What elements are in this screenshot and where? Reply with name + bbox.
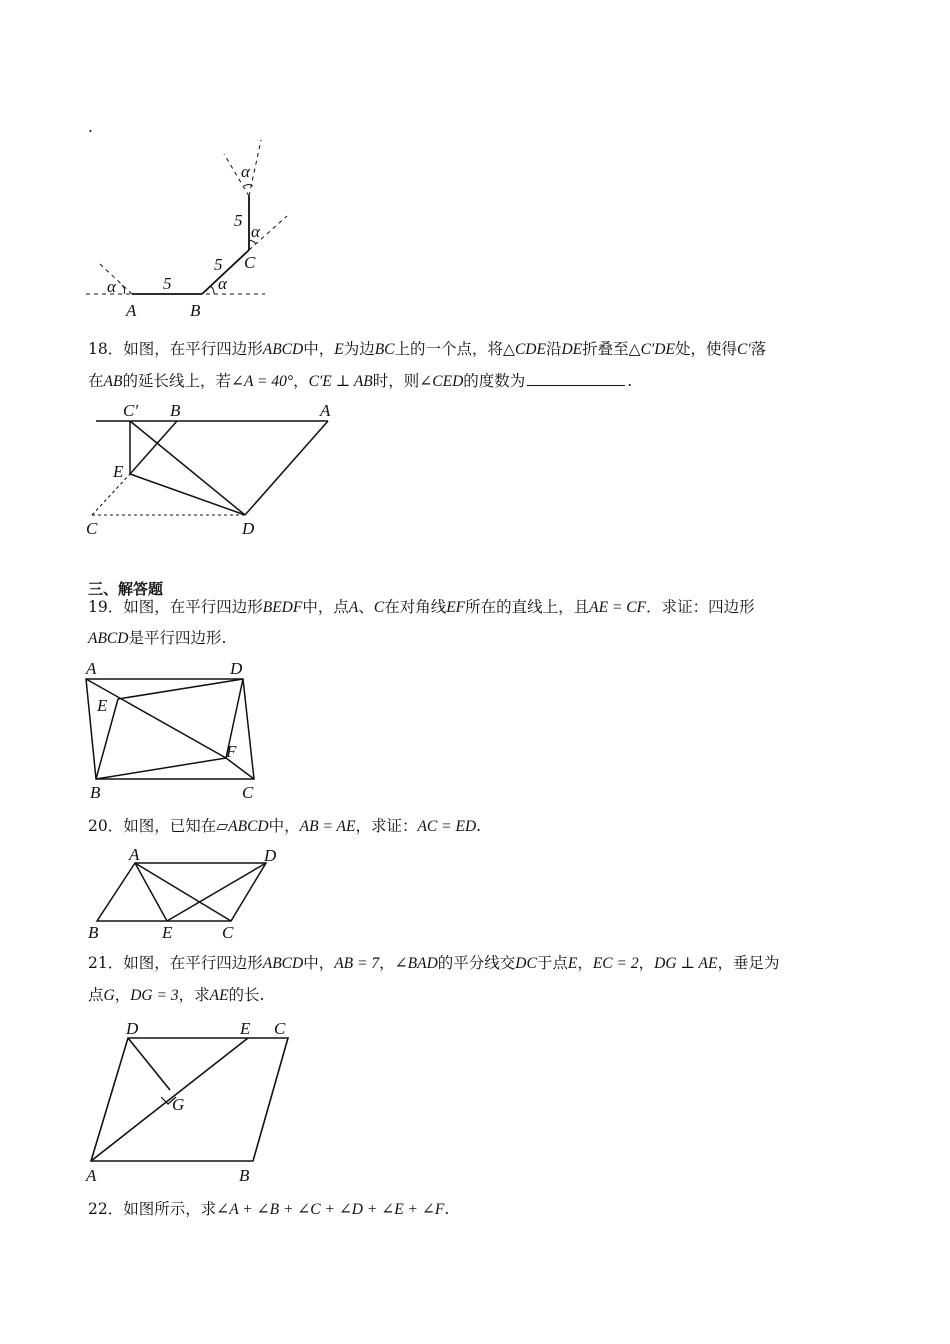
stray-dot: . [88, 118, 93, 136]
label-5-cup: 5 [234, 211, 243, 230]
q19-ef: EF [446, 599, 466, 616]
q18-l2-t3: ， [293, 372, 309, 390]
q19-t2: 、 [358, 598, 374, 616]
q21-abcd: ABCD [262, 955, 304, 972]
q19-c: C [373, 599, 385, 616]
q19-t4: 所在的直线上，且 [465, 598, 590, 616]
q18-ab: AB [103, 373, 123, 390]
q20-eq1: AB = AE [299, 818, 356, 835]
label-a: A [320, 401, 331, 420]
label-5-bc: 5 [214, 255, 223, 274]
q19-l2-t1: 是平行四边形. [128, 629, 227, 647]
q21-l2-t3: ，求 [178, 986, 210, 1004]
perp-d-g [128, 1038, 170, 1090]
q18-t2: 为边 [343, 340, 375, 358]
section-heading: 三、解答题 [88, 580, 164, 598]
q20-number: 20．如图，已知在 [88, 817, 217, 835]
q18-t6: 处，使得 [674, 340, 737, 358]
q21-t6: ， [638, 954, 655, 972]
q20-eq2: AC = ED [417, 818, 477, 835]
label-c: C [244, 253, 256, 272]
q19-bedf: BEDF [262, 599, 303, 616]
q21-number: 21．如图，在平行四边形 [88, 954, 263, 972]
q18-angle-ced: ∠CED [419, 373, 464, 390]
q18-l2-t4: 时，则 [372, 372, 420, 390]
label-b: B [88, 923, 99, 942]
q21-l2-t4: 的长. [228, 986, 265, 1004]
q22-line [88, 1198, 449, 1221]
q19-a: A [348, 599, 359, 616]
label-c: C [242, 783, 254, 802]
q21-l2-t2: ， [114, 986, 131, 1004]
label-e: E [113, 462, 124, 481]
label-e: E [97, 696, 108, 715]
q21-t5: ， [577, 954, 593, 972]
q19-eq: AE = CF [589, 599, 647, 616]
outer-abcd [91, 1038, 288, 1161]
q21-t2: ， [379, 954, 395, 972]
label-alpha-a: α [107, 277, 116, 296]
q18-number: 18．如图，在平行四边形 [88, 340, 263, 358]
q18-end: . [627, 372, 633, 390]
q21-ec: EC = 2 [592, 955, 639, 972]
q20-t3: . [476, 817, 482, 835]
q21-ae: AE [209, 987, 229, 1004]
label-alpha-top: α [241, 162, 250, 181]
q18-abcd: ABCD [262, 341, 304, 358]
label-a: A [86, 1166, 97, 1185]
label-d: D [230, 659, 243, 678]
label-b: B [90, 783, 101, 802]
q18-tri2: △C′DE [628, 341, 675, 358]
label-b: B [190, 301, 201, 320]
q21-dc: DC [515, 955, 537, 972]
q18-l2-t5: 的度数为 [463, 372, 526, 390]
label-d: D [126, 1019, 139, 1038]
label-b: B [170, 401, 181, 420]
label-a: A [86, 659, 97, 678]
q18-bc: BC [374, 341, 395, 358]
label-f: F [226, 742, 237, 761]
q21-g: G [103, 987, 115, 1004]
q18-cp: C′ [736, 341, 751, 358]
q21-dg3: DG = 3 [130, 987, 179, 1004]
label-g: G [172, 1095, 185, 1114]
q21-t4: 于点 [536, 954, 568, 972]
label-b: B [239, 1166, 250, 1185]
label-c: C [222, 923, 234, 942]
label-a: A [126, 301, 137, 320]
q20-t1: 中， [268, 817, 300, 835]
q21-dg: DG ⊥ AE [654, 955, 718, 972]
label-c: C [86, 519, 98, 538]
q18-tri1: △CDE [503, 341, 546, 358]
q21-t3: 的平分线交 [437, 954, 516, 972]
q18-angle-a: ∠A = 40° [230, 373, 294, 390]
q19-t5: ．求证：四边形 [646, 598, 755, 616]
q19-number: 19．如图，在平行四边形 [88, 598, 263, 616]
q22-end: . [444, 1200, 450, 1218]
q21-e: E [567, 955, 578, 972]
q19-t1: 中，点 [302, 598, 349, 616]
q21-bad: ∠BAD [394, 955, 438, 972]
label-alpha-c: α [251, 222, 260, 241]
q21-l2-t1: 点 [88, 986, 104, 1004]
q22-expr: ∠A + ∠B + ∠C + ∠D + ∠E + ∠F [216, 1201, 445, 1218]
label-e: E [240, 1019, 251, 1038]
q19-t3: 在对角线 [384, 598, 447, 616]
q18-t7: 落 [750, 340, 767, 358]
q18-l2-t1: 在 [88, 372, 104, 390]
q22-number: 22．如图所示，求 [88, 1200, 217, 1218]
label-a: A [129, 845, 140, 864]
q20-pg: ▱ABCD [216, 818, 269, 835]
q21-t1: 中， [303, 954, 335, 972]
q18-e: E [334, 341, 344, 358]
label-5-ab: 5 [163, 274, 172, 293]
q19-abcd: ABCD [88, 630, 129, 647]
label-d: D [242, 519, 255, 538]
label-e: E [162, 923, 173, 942]
q18-t4: 沿 [545, 340, 562, 358]
q18-t5: 折叠至 [582, 340, 629, 358]
q18-de: DE [561, 341, 583, 358]
bisector-a-e [91, 1038, 248, 1161]
q20-t2: ，求证： [355, 817, 418, 835]
q18-t3: 上的一个点，将 [394, 340, 504, 358]
label-cp: C′ [123, 401, 139, 420]
q21-ab: AB = 7 [334, 955, 380, 972]
q18-perp: C′E ⊥ AB [308, 373, 373, 390]
q18-l2-t2: 的延长线上，若 [122, 372, 231, 390]
q21-t7: ，垂足为 [717, 954, 780, 972]
label-c: C [274, 1019, 286, 1038]
label-d: D [264, 846, 277, 865]
q18-t1: 中， [303, 340, 335, 358]
label-alpha-b: α [218, 274, 227, 293]
